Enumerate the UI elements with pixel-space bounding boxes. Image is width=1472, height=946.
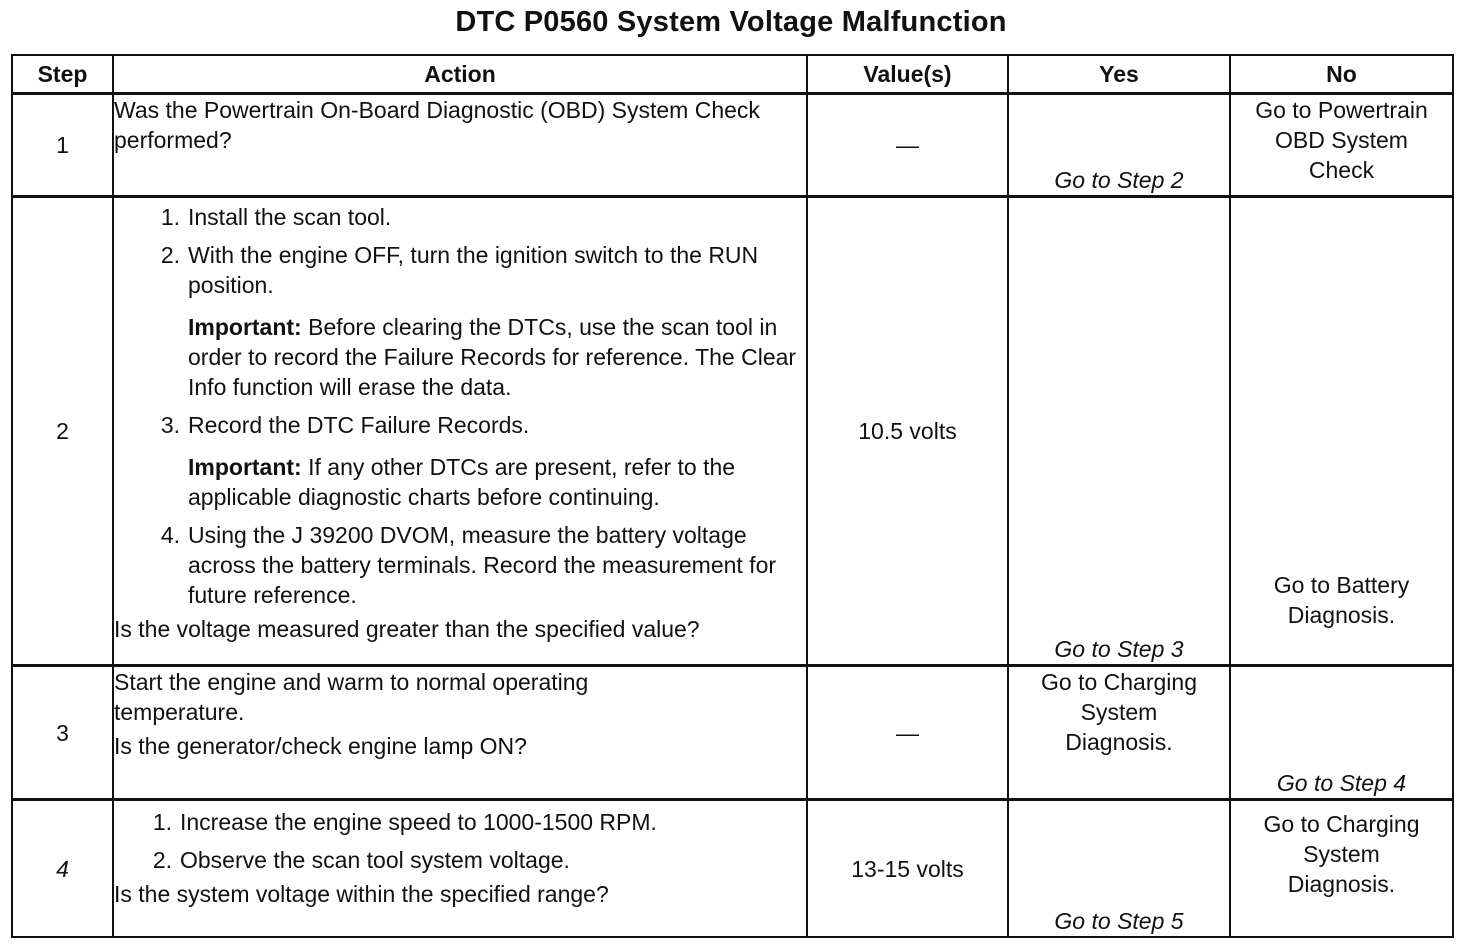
table-header-row <box>12 55 1453 94</box>
yes-link: Go to Step 2 <box>1054 167 1184 193</box>
action-cell <box>113 197 807 666</box>
diagnostic-table <box>11 54 1454 938</box>
list-item: 2. Observe the scan tool system voltage. <box>152 847 570 873</box>
yes-cell <box>1008 800 1230 938</box>
no-link: Go to Step 4 <box>1276 770 1407 796</box>
no-link: Go to Powertrain OBD System Check <box>1255 97 1428 183</box>
action-steps <box>114 807 806 875</box>
no-cell <box>1230 800 1453 938</box>
list-item: 1. Increase the engine speed to 1000-1500 RPM. <box>152 809 657 835</box>
yes-link: Go to Step 3 <box>1054 636 1184 662</box>
action-steps <box>114 202 806 300</box>
action-cell <box>113 94 807 197</box>
action-steps <box>114 520 806 610</box>
value-cell: — <box>807 666 1008 800</box>
step-number: 2 <box>12 197 113 666</box>
action-question: Is the voltage measured greater than the specified value? <box>114 616 700 642</box>
important-note: Important: If any other DTCs are present, refer to the applicable diagnostic charts before continuing. <box>188 454 736 510</box>
important-note: Important: Before clearing the DTCs, use the scan tool in order to record the Failure Records for reference. The Clear Info function will erase the data. <box>188 314 797 400</box>
no-cell <box>1230 94 1453 197</box>
action-text: Start the engine and warm to normal operating temperature. <box>114 669 589 725</box>
no-link: Go to Battery Diagnosis. <box>1273 572 1410 628</box>
yes-cell <box>1008 197 1230 666</box>
value-cell: 10.5 volts <box>807 197 1008 666</box>
list-item: 4. Using the J 39200 DVOM, measure the battery voltage across the battery terminals. Record the measurement for future reference. <box>160 522 777 608</box>
action-cell <box>113 666 807 800</box>
yes-cell <box>1008 94 1230 197</box>
action-question: Is the generator/check engine lamp ON? <box>114 733 527 759</box>
table-row-step-2 <box>12 197 1453 666</box>
action-cell <box>113 800 807 938</box>
header-no: No <box>1230 55 1453 94</box>
action-text: Was the Powertrain On-Board Diagnostic (OBD) System Check performed? <box>114 97 760 153</box>
page-title: DTC P0560 System Voltage Malfunction <box>455 6 1007 38</box>
yes-cell <box>1008 666 1230 800</box>
step-number: 4 <box>12 800 113 938</box>
no-cell <box>1230 666 1453 800</box>
yes-link: Go to Step 5 <box>1054 908 1184 934</box>
list-item: 2. With the engine OFF, turn the ignition switch to the RUN position. <box>160 242 759 298</box>
header-values: Value(s) <box>807 55 1008 94</box>
no-cell <box>1230 197 1453 666</box>
table-row-step-1 <box>12 94 1453 197</box>
yes-link: Go to Charging System Diagnosis. <box>1041 669 1197 755</box>
value-cell: 13-15 volts <box>807 800 1008 938</box>
step-number: 1 <box>12 94 113 197</box>
action-question: Is the system voltage within the specified range? <box>114 881 609 907</box>
step-number: 3 <box>12 666 113 800</box>
action-steps <box>114 410 806 440</box>
header-action: Action <box>113 55 807 94</box>
table-row-step-4 <box>12 800 1453 938</box>
header-step: Step <box>12 55 113 94</box>
value-cell: — <box>807 94 1008 197</box>
list-item: 3. Record the DTC Failure Records. <box>160 412 530 438</box>
header-yes: Yes <box>1008 55 1230 94</box>
list-item: 1. Install the scan tool. <box>160 204 392 230</box>
table-row-step-3 <box>12 666 1453 800</box>
no-link: Go to Charging System Diagnosis. <box>1263 811 1420 897</box>
